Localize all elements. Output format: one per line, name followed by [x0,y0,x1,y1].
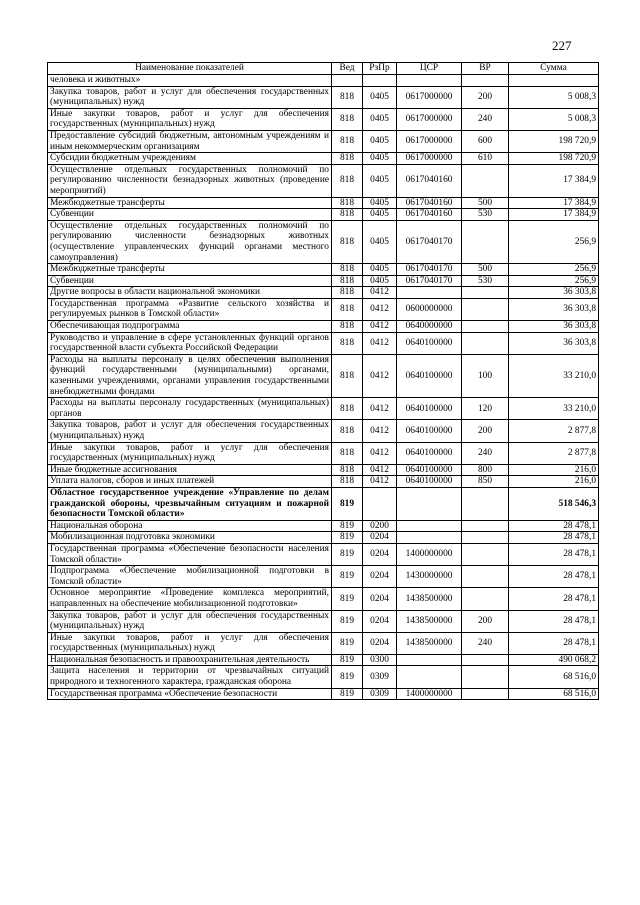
page-number: 227 [552,38,572,53]
cell-name: Национальная безопасность и правоохранительная деятельность [48,654,332,666]
cell-vr: 120 [462,398,509,420]
cell-name: Подпрограмма «Обеспечение мобилизационной подготовки в Томской области» [48,566,332,588]
cell-csr [397,666,462,688]
table-row [48,153,599,165]
cell-name: Защита населения и территории от чрезвычайных ситуаций природного и техногенного характера, гражданская оборона [48,666,332,688]
cell-sum: 36 303,8 [509,287,599,299]
cell-vr: 800 [462,464,509,476]
cell-csr: 1438500000 [397,632,462,654]
cell-rzpr: 0405 [363,209,397,221]
table-row [48,442,599,464]
table-row [48,354,599,397]
cell-name: Предоставление субсидий бюджетным, автономным учреждениям и иным некоммерческим организациям [48,130,332,152]
cell-sum: 256,9 [509,264,599,276]
cell-csr: 1438500000 [397,588,462,610]
table-row [48,654,599,666]
cell-rzpr: 0412 [363,476,397,488]
cell-csr: 0617040160 [397,209,462,221]
cell-sum: 28 478,1 [509,543,599,565]
cell-sum: 36 303,8 [509,298,599,320]
cell-csr: 0617040160 [397,164,462,197]
table-row [48,275,599,287]
cell-rzpr: 0405 [363,220,397,263]
cell-ved: 818 [332,321,363,333]
cell-ved: 818 [332,354,363,397]
cell-sum: 36 303,8 [509,332,599,354]
cell-vr: 850 [462,476,509,488]
cell-ved: 818 [332,442,363,464]
cell-vr: 240 [462,108,509,130]
cell-sum: 17 384,9 [509,197,599,209]
cell-ved: 819 [332,543,363,565]
cell-rzpr: 0412 [363,287,397,299]
cell-ved: 818 [332,108,363,130]
cell-ved: 818 [332,130,363,152]
table-row [48,108,599,130]
cell-vr [462,321,509,333]
cell-sum: 198 720,9 [509,130,599,152]
cell-rzpr: 0204 [363,632,397,654]
cell-csr [397,287,462,299]
cell-ved: 818 [332,298,363,320]
budget-table [47,62,599,700]
cell-rzpr: 0412 [363,354,397,397]
cell-name: Закупка товаров, работ и услуг для обеспечения государственных (муниципальных) нужд [48,610,332,632]
cell-rzpr: 0309 [363,688,397,700]
cell-csr: 0640100000 [397,354,462,397]
cell-rzpr: 0412 [363,442,397,464]
cell-name: Уплата налогов, сборов и иных платежей [48,476,332,488]
cell-vr [462,543,509,565]
col-header-sum: Сумма [509,63,599,75]
cell-csr: 0617040170 [397,220,462,263]
cell-name: Иные закупки товаров, работ и услуг для обеспечения государственных (муниципальных) нужд [48,632,332,654]
cell-name: Иные закупки товаров, работ и услуг для обеспечения государственных (муниципальных) нужд [48,108,332,130]
cell-ved: 819 [332,632,363,654]
cell-sum: 33 210,0 [509,398,599,420]
cell-name: Закупка товаров, работ и услуг для обеспечения государственных (муниципальных) нужд [48,420,332,442]
cell-sum: 68 516,0 [509,666,599,688]
cell-csr: 0617000000 [397,130,462,152]
table-row [48,566,599,588]
cell-rzpr: 0405 [363,197,397,209]
cell-vr: 500 [462,264,509,276]
cell-ved: 818 [332,164,363,197]
cell-vr [462,532,509,544]
cell-name: Субсидии бюджетным учреждениям [48,153,332,165]
cell-csr: 0600000000 [397,298,462,320]
cell-sum: 216,0 [509,476,599,488]
cell-ved: 819 [332,520,363,532]
table-row [48,220,599,263]
cell-name: Государственная программа «Обеспечение безопасности населения Томской области» [48,543,332,565]
cell-name: Иные бюджетные ассигнования [48,464,332,476]
cell-name: Руководство и управление в сфере установленных функций органов государственной власти субъекта Российской Федерации [48,332,332,354]
cell-rzpr: 0412 [363,420,397,442]
cell-rzpr: 0204 [363,566,397,588]
cell-rzpr: 0204 [363,610,397,632]
cell-vr [462,287,509,299]
cell-name: Субвенции [48,209,332,221]
cell-csr: 1400000000 [397,543,462,565]
cell-csr [397,487,462,520]
cell-name: Другие вопросы в области национальной экономики [48,287,332,299]
cell-vr: 600 [462,130,509,152]
cell-rzpr: 0405 [363,86,397,108]
cell-ved: 818 [332,398,363,420]
cell-name: Осуществление отдельных государственных полномочий по регулированию численности безнадзорных животных (осуществление управленческих функций органами местного самоуправления) [48,220,332,263]
cell-ved: 818 [332,275,363,287]
table-row [48,321,599,333]
cell-csr: 0617040160 [397,197,462,209]
cell-rzpr: 0309 [363,666,397,688]
table-row [48,75,599,87]
col-header-name: Наименование показателей [48,63,332,75]
table-row [48,666,599,688]
cell-ved: 819 [332,566,363,588]
table-row [48,130,599,152]
cell-rzpr: 0405 [363,108,397,130]
cell-ved [332,75,363,87]
cell-csr: 0640100000 [397,332,462,354]
cell-csr: 1430000000 [397,566,462,588]
cell-ved: 819 [332,588,363,610]
cell-sum [509,75,599,87]
cell-vr [462,220,509,263]
table-row [48,298,599,320]
cell-ved: 818 [332,287,363,299]
cell-csr: 0640100000 [397,442,462,464]
cell-rzpr: 0405 [363,164,397,197]
cell-vr: 240 [462,632,509,654]
cell-sum: 17 384,9 [509,209,599,221]
cell-name: Межбюджетные трансферты [48,197,332,209]
table-row [48,420,599,442]
cell-sum: 5 008,3 [509,86,599,108]
col-header-ved: Вед [332,63,363,75]
table-row [48,520,599,532]
cell-rzpr: 0412 [363,398,397,420]
cell-vr: 200 [462,420,509,442]
cell-vr: 500 [462,197,509,209]
table-row [48,264,599,276]
cell-vr [462,566,509,588]
cell-name: Государственная программа «Развитие сельского хозяйства и регулируемых рынков в Томской области» [48,298,332,320]
cell-sum: 2 877,8 [509,420,599,442]
cell-rzpr: 0204 [363,543,397,565]
table-row [48,487,599,520]
cell-vr [462,666,509,688]
cell-ved: 819 [332,654,363,666]
cell-name: Мобилизационная подготовка экономики [48,532,332,544]
cell-csr: 0640100000 [397,476,462,488]
cell-sum: 256,9 [509,220,599,263]
cell-ved: 818 [332,153,363,165]
table-row [48,86,599,108]
cell-rzpr: 0412 [363,464,397,476]
cell-name: Иные закупки товаров, работ и услуг для обеспечения государственных (муниципальных) нужд [48,442,332,464]
cell-csr: 0640100000 [397,464,462,476]
cell-rzpr: 0412 [363,298,397,320]
cell-ved: 818 [332,197,363,209]
cell-rzpr: 0300 [363,654,397,666]
cell-rzpr [363,487,397,520]
cell-sum: 68 516,0 [509,688,599,700]
table-row [48,688,599,700]
cell-vr: 100 [462,354,509,397]
cell-ved: 819 [332,532,363,544]
cell-vr [462,487,509,520]
cell-sum: 28 478,1 [509,566,599,588]
table-row [48,209,599,221]
cell-vr: 200 [462,86,509,108]
cell-name: Закупка товаров, работ и услуг для обеспечения государственных (муниципальных) нужд [48,86,332,108]
table-row [48,610,599,632]
cell-csr: 0617040170 [397,275,462,287]
cell-rzpr [363,75,397,87]
cell-ved: 819 [332,610,363,632]
cell-csr [397,75,462,87]
cell-csr [397,654,462,666]
cell-sum: 28 478,1 [509,632,599,654]
cell-sum: 2 877,8 [509,442,599,464]
cell-ved: 818 [332,264,363,276]
cell-sum: 216,0 [509,464,599,476]
cell-vr [462,75,509,87]
cell-csr [397,520,462,532]
cell-rzpr: 0204 [363,532,397,544]
cell-vr [462,298,509,320]
cell-rzpr: 0405 [363,275,397,287]
cell-name: Областное государственное учреждение «Управление по делам гражданской обороны, чрезвычайным ситуациям и пожарной безопасности Томской области» [48,487,332,520]
cell-ved: 819 [332,487,363,520]
cell-sum: 256,9 [509,275,599,287]
table-body [48,75,599,700]
cell-name: Обеспечивающая подпрограмма [48,321,332,333]
cell-vr [462,688,509,700]
cell-sum: 198 720,9 [509,153,599,165]
cell-csr: 1438500000 [397,610,462,632]
cell-name: Расходы на выплаты персоналу в целях обеспечения выполнения функций государственными (муниципальными) органами, казенными учреждениями, органами управления государственными внебюджетными фондами [48,354,332,397]
table-row [48,476,599,488]
cell-ved: 819 [332,688,363,700]
cell-sum: 5 008,3 [509,108,599,130]
cell-vr [462,164,509,197]
cell-ved: 818 [332,476,363,488]
cell-csr: 0617000000 [397,86,462,108]
cell-name: Основное мероприятие «Проведение комплекса мероприятий, направленных на обеспечение мобилизационной подготовки» [48,588,332,610]
col-header-vr: ВР [462,63,509,75]
table-row [48,197,599,209]
cell-vr [462,588,509,610]
cell-csr: 0617040170 [397,264,462,276]
table-row [48,332,599,354]
cell-csr: 0617000000 [397,108,462,130]
cell-name: человека и животных» [48,75,332,87]
cell-csr: 0640100000 [397,398,462,420]
cell-rzpr: 0405 [363,130,397,152]
cell-name: Межбюджетные трансферты [48,264,332,276]
cell-sum: 17 384,9 [509,164,599,197]
cell-rzpr: 0204 [363,588,397,610]
table-row [48,543,599,565]
cell-sum: 490 068,2 [509,654,599,666]
cell-vr: 240 [462,442,509,464]
cell-vr: 200 [462,610,509,632]
cell-sum: 28 478,1 [509,520,599,532]
cell-sum: 28 478,1 [509,588,599,610]
cell-name: Расходы на выплаты персоналу государственных (муниципальных) органов [48,398,332,420]
cell-vr [462,654,509,666]
cell-vr: 610 [462,153,509,165]
col-header-csr: ЦСР [397,63,462,75]
cell-ved: 819 [332,666,363,688]
table-row [48,532,599,544]
table-row [48,164,599,197]
cell-vr [462,520,509,532]
cell-rzpr: 0405 [363,153,397,165]
cell-name: Государственная программа «Обеспечение безопасности [48,688,332,700]
cell-sum: 28 478,1 [509,610,599,632]
table-row [48,588,599,610]
cell-sum: 36 303,8 [509,321,599,333]
cell-csr: 0617000000 [397,153,462,165]
table-row [48,464,599,476]
cell-csr: 0640100000 [397,420,462,442]
cell-name: Осуществление отдельных государственных полномочий по регулированию численности безнадзорных животных (проведение мероприятий) [48,164,332,197]
cell-ved: 818 [332,209,363,221]
cell-sum: 33 210,0 [509,354,599,397]
table-row [48,287,599,299]
cell-csr [397,532,462,544]
cell-name: Субвенции [48,275,332,287]
cell-ved: 818 [332,220,363,263]
cell-rzpr: 0200 [363,520,397,532]
cell-vr [462,332,509,354]
cell-ved: 818 [332,420,363,442]
cell-sum: 28 478,1 [509,532,599,544]
cell-vr: 530 [462,209,509,221]
table-row [48,632,599,654]
cell-sum: 518 546,3 [509,487,599,520]
cell-vr: 530 [462,275,509,287]
cell-rzpr: 0412 [363,321,397,333]
cell-csr: 1400000000 [397,688,462,700]
table-header-row [48,63,599,75]
col-header-rzpr: РзПр [363,63,397,75]
table-row [48,398,599,420]
cell-name: Национальная оборона [48,520,332,532]
cell-ved: 818 [332,464,363,476]
cell-ved: 818 [332,332,363,354]
cell-csr: 0640000000 [397,321,462,333]
cell-ved: 818 [332,86,363,108]
cell-rzpr: 0412 [363,332,397,354]
cell-rzpr: 0405 [363,264,397,276]
